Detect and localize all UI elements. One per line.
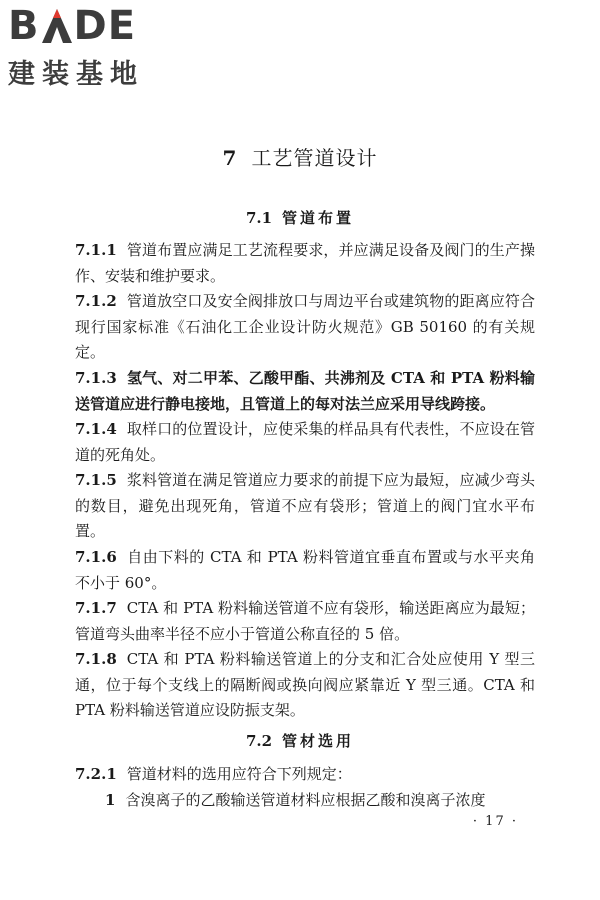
logo-subtitle: 建装基地 (8, 59, 144, 90)
clause-text: 自由下料的 CTA 和 PTA 粉料管道宜垂直布置或与水平夹角不小于 60°。 (75, 548, 535, 592)
clause-7-1-3 (75, 366, 535, 417)
clause-text: 管道放空口及安全阀排放口与周边平台或建筑物的距离应符合现行国家标准《石油化工企业设计防火规范》GB 50160 的有关规定。 (75, 292, 535, 361)
item-text: 含溴离子的乙酸输送管道材料应根据乙酸和溴离子浓度 (125, 791, 486, 809)
section-heading (0, 207, 600, 228)
clause-text: 浆料管道在满足管道应力要求的前提下应为最短，应减少弯头的数目，避免出现死角，管道不应有袋形；管道上的阀门宜水平布置。 (75, 471, 535, 540)
clause-number: 7.1.3 (75, 369, 117, 387)
clause-text: 管道材料的选用应符合下列规定： (126, 765, 352, 783)
logo (8, 4, 178, 91)
item-number: 1 (105, 791, 116, 809)
section-title: 管道布置 (282, 209, 355, 227)
clause-text: CTA 和 PTA 粉料输送管道不应有袋形，输送距离应为最短；管道弯头曲率半径不应小于管道公称直径的 5 倍。 (75, 599, 535, 643)
clause-number: 7.1.8 (75, 650, 117, 668)
logo-a-mark (41, 7, 73, 45)
clause-text: 氢气、对二甲苯、乙酸甲酯、共沸剂及 CTA 和 PTA 粉料输送管道应进行静电接地，且管道上的每对法兰应采用导线跨接。 (75, 369, 535, 413)
clause-number: 7.2.1 (75, 765, 117, 783)
clause-number: 7.1.2 (75, 292, 117, 310)
chapter-title (0, 142, 600, 171)
chapter-number: 7 (222, 146, 238, 170)
clause-7-1-7 (75, 596, 535, 647)
section-number: 7.1 (245, 209, 273, 227)
section-number: 7.2 (245, 732, 273, 750)
clause-7-2-1 (75, 762, 535, 788)
clause-number: 7.1.7 (75, 599, 117, 617)
page-number: · 17 · (472, 814, 518, 829)
section-title: 管材选用 (282, 732, 355, 750)
clause-number: 7.1.5 (75, 471, 117, 489)
clause-7-1-1 (75, 238, 535, 289)
clause-number: 7.1.4 (75, 420, 117, 438)
clause-text: CTA 和 PTA 粉料输送管道上的分支和汇合处应使用 Y 型三通，位于每个支线上的隔断阀或换向阀应紧靠近 Y 型三通。CTA 和 PTA 粉料输送管道应设防振支架。 (75, 650, 535, 719)
clause-7-1-4 (75, 417, 535, 468)
chapter-title-text: 工艺管道设计 (251, 146, 378, 170)
clause-text: 管道布置应满足工艺流程要求，并应满足设备及阀门的生产操作、安装和维护要求。 (75, 241, 535, 285)
list-item (105, 788, 535, 814)
clause-text: 取样口的位置设计，应使采集的样品具有代表性，不应设在管道的死角处。 (75, 420, 535, 464)
section-heading (0, 730, 600, 751)
clause-7-1-5 (75, 468, 535, 545)
clause-number: 7.1.1 (75, 241, 117, 259)
clause-7-1-6 (75, 545, 535, 596)
clause-number: 7.1.6 (75, 548, 117, 566)
logo-wordmark: B DE (8, 3, 137, 49)
clause-7-1-8 (75, 647, 535, 724)
clause-7-1-2 (75, 289, 535, 366)
